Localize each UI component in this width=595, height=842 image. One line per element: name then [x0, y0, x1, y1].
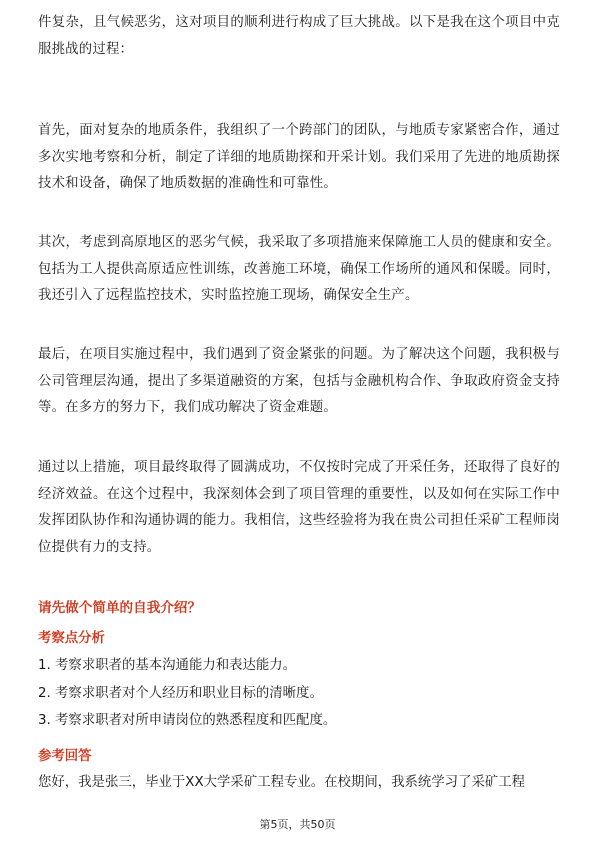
analysis-heading: 考察点分析 — [38, 631, 105, 646]
page-footer: 第5页，共50页 — [259, 818, 336, 831]
analysis-item: 1. 考察求职者的基本沟通能力和表达能力。 — [38, 658, 297, 673]
paragraph-first: 首先，面对复杂的地质条件，我组织了一个跨部门的团队，与地质专家紧密合作，通过多次实地考察和分析，制定了详细的地质勘探和开采计划。我们采用了先进的地质勘探技术和设备，确保了地质数据的准确性和可靠性。 — [38, 123, 560, 191]
answer-text: 您好，我是张三，毕业于XX大学采矿工程专业。在校期间，我系统学习了采矿工程 — [38, 775, 526, 790]
paragraph-second: 其次，考虑到高原地区的恶劣气候，我采取了多项措施来保障施工人员的健康和安全。包括为工人提供高原适应性训练，改善施工环境，确保工作场所的通风和保暖。同时，我还引入了远程监控技术，实时监控施工现场，确保安全生产。 — [38, 235, 560, 303]
analysis-item: 2. 考察求职者对个人经历和职业目标的清晰度。 — [38, 686, 323, 701]
paragraph-conclusion: 通过以上措施，项目最终取得了圆满成功，不仅按时完成了开采任务，还取得了良好的经济效益。在这个过程中，我深刻体会到了项目管理的重要性，以及如何在实际工作中发挥团队协作和沟通协调的能力。我相信，这些经验将为我在贵公司担任采矿工程师岗位提供有力的支持。 — [38, 460, 560, 555]
answer-heading: 参考回答 — [38, 749, 92, 764]
question-heading: 请先做个简单的自我介绍？ — [38, 600, 202, 616]
analysis-item: 3. 考察求职者对所申请岗位的熟悉程度和匹配度。 — [38, 713, 337, 728]
paragraph-intro: 件复杂，且气候恶劣，这对项目的顺利进行构成了巨大挑战。以下是我在这个项目中克服挑战的过程： — [38, 15, 560, 57]
paragraph-third: 最后，在项目实施过程中，我们遇到了资金紧张的问题。为了解决这个问题，我积极与公司管理层沟通，提出了多渠道融资的方案，包括与金融机构合作、争取政府资金支持等。在多方的努力下，我们成功解决了资金难题。 — [38, 347, 560, 415]
